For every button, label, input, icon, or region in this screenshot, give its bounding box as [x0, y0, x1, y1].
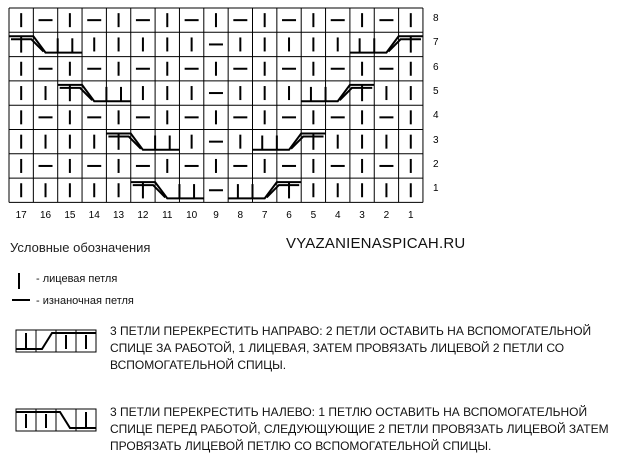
- cross-left-symbol-icon: [14, 405, 100, 435]
- column-number: 17: [15, 210, 27, 222]
- cable-line: [291, 137, 324, 149]
- cable-line: [60, 88, 93, 100]
- site-name: VYAZANIENASPICAH.RU: [286, 235, 466, 252]
- purl-legend-label: - изнаночная петля: [36, 295, 134, 307]
- row-number: 3: [432, 134, 439, 146]
- knit-symbol-icon: [14, 271, 24, 291]
- column-number: 3: [359, 210, 365, 222]
- row-number: 7: [432, 37, 439, 49]
- column-number: 2: [383, 210, 390, 222]
- cross-right-symbol-icon: [14, 326, 100, 356]
- column-number: 4: [334, 210, 341, 222]
- column-number: 13: [113, 210, 125, 222]
- column-number: 15: [64, 210, 76, 222]
- cable-line: [267, 185, 300, 197]
- column-number: 7: [261, 210, 268, 222]
- column-number: 10: [186, 210, 198, 222]
- cable-line: [133, 185, 166, 197]
- row-number: 5: [432, 86, 439, 98]
- column-number: 6: [286, 210, 292, 222]
- knit-legend-label: - лицевая петля: [36, 273, 118, 285]
- purl-symbol-icon: [10, 293, 32, 307]
- cable-line: [11, 39, 44, 51]
- row-number: 2: [432, 158, 439, 170]
- column-number: 5: [310, 210, 317, 222]
- column-number: 12: [137, 210, 149, 222]
- column-number: 14: [88, 210, 100, 222]
- cable-line: [340, 88, 373, 100]
- cable-line: [108, 137, 141, 149]
- column-number: 9: [213, 210, 219, 222]
- column-number: 16: [39, 210, 52, 222]
- cross-right-description: 3 ПЕТЛИ ПЕРЕКРЕСТИТЬ НАПРАВО: 2 ПЕТЛИ ОСТАВИТЬ НА ВСПОМОГАТЕЛЬНОЙ СПИЦЕ ЗА РАБОТОЙ, 1 ЛИЦЕВАЯ, ЗАТЕМ ПРОВЯЗАТЬ ЛИЦЕВОЙ 2 ПЕТЛИ СО ВСПОМОГАТЕЛЬНОЙ СПИЦЫ.: [110, 324, 592, 372]
- column-number: 11: [162, 210, 173, 222]
- cross-left-description: 3 ПЕТЛИ ПЕРЕКРЕСТИТЬ НАЛЕВО: 1 ПЕТЛЮ ОСТАВИТЬ НА ВСПОМОГАТЕЛЬНОЙ СПИЦЕ ПЕРЕД РАБОТОЙ, СЛЕДУЮЩУЮЩИЕ 2 ПЕТЛИ ПРОВЯЗАТЬ ЛИЦЕВОЙ ЗАТЕМ ПРОВЯЗАТЬ ЛИЦЕВОЙ ПЕТЛЮ СО ВСПОМОГАТЕЛЬНОЙ СПИЦЫ.: [110, 405, 609, 453]
- row-number: 4: [432, 110, 439, 122]
- row-number: 6: [432, 61, 439, 73]
- column-number: 8: [237, 210, 244, 222]
- row-number: 1: [432, 183, 439, 195]
- column-number: 1: [407, 210, 414, 222]
- cable-line: [388, 39, 421, 51]
- row-number: 8: [432, 13, 439, 25]
- legend-title: Условные обозначения: [10, 240, 151, 255]
